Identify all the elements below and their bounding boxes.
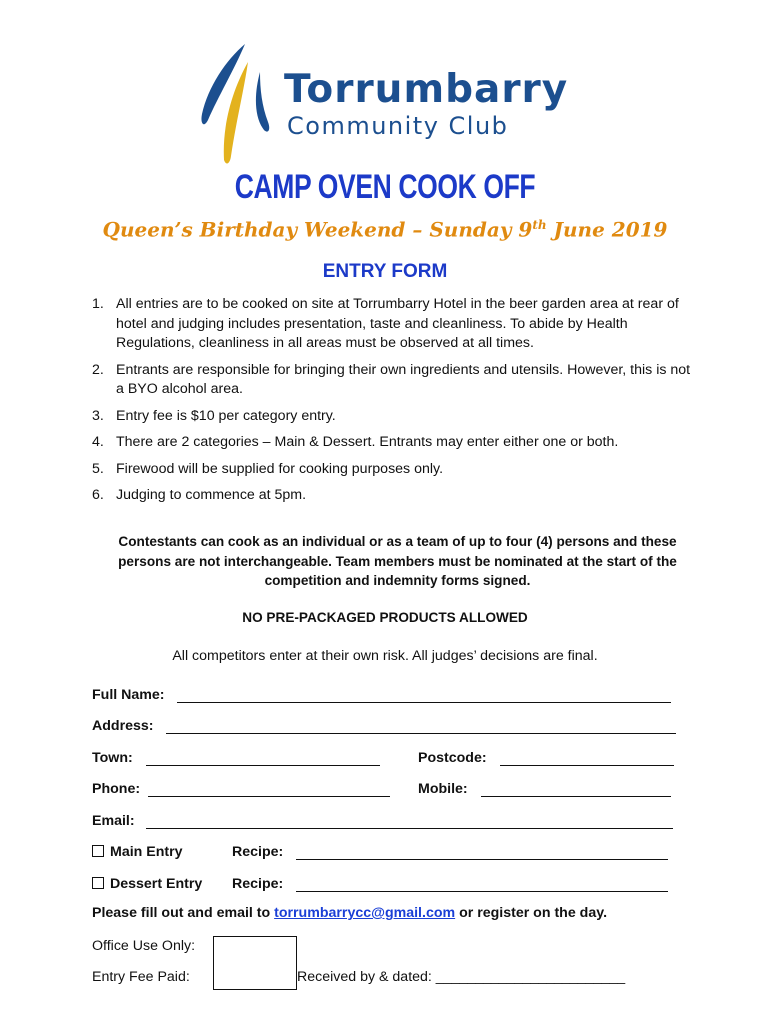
risk-note: All competitors enter at their own risk. All judges’ decisions are final. [172,648,598,664]
mobile-label: Mobile: [418,781,468,797]
postcode-field[interactable] [500,765,674,766]
main-entry-checkbox[interactable] [92,845,104,857]
logo-subtitle: Community Club [287,112,509,140]
logo-title: Torrumbarry [284,67,569,112]
form-heading: ENTRY FORM [322,261,448,282]
office-use-label: Office Use Only: [92,938,196,954]
event-date-subtitle: Queen’s Birthday Weekend – Sunday 9th June 2019 [102,217,668,242]
no-prepackaged-notice: NO PRE-PACKAGED PRODUCTS ALLOWED [242,610,528,625]
dessert-entry-option[interactable]: Dessert Entry [92,876,202,892]
rule-item: 4. There are 2 categories – Main & Dessert. Entrants may enter either one or both. [92,434,619,450]
entry-fee-box[interactable] [213,936,297,990]
rule-item: 1. All entries are to be cooked on site at Torrumbarry Hotel in the beer garden area at rear of hotel and judging includes presentation, taste and cleanliness. To abide by Health Regulations, cleanliness in all areas must be observed at all times. [92,296,679,351]
club-logo-leaves [196,42,286,167]
full-name-field[interactable] [177,702,671,703]
mobile-field[interactable] [481,796,671,797]
dessert-recipe-label: Recipe: [232,876,284,892]
rule-item: 6. Judging to commence at 5pm. [92,487,307,503]
dessert-entry-checkbox[interactable] [92,877,104,889]
rule-item: 2. Entrants are responsible for bringing their own ingredients and utensils. However, this is not a BYO alcohol area. [92,361,691,397]
rule-item: 5. Firewood will be supplied for cooking purposes only. [92,460,444,477]
phone-field[interactable] [148,796,390,797]
contestants-note: Contestants can cook as an individual or as a team of up to four (4) persons and these persons are not interchangeable. Team members must be nominated at the start of the competition and indemnity forms signed. [118,534,677,588]
main-recipe-label: Recipe: [232,844,284,860]
phone-label: Phone: [92,781,141,797]
town-field[interactable] [146,765,380,766]
address-field[interactable] [166,733,676,734]
postcode-label: Postcode: [418,750,487,766]
entry-fee-paid-label: Entry Fee Paid: [92,969,190,985]
town-label: Town: [92,750,133,766]
page-title: CAMP OVEN COOK OFF [234,168,536,206]
blue-leaf-right-icon [256,72,269,132]
full-name-label: Full Name: [92,687,165,703]
address-label: Address: [92,718,154,734]
email-label: Email: [92,813,135,829]
dessert-recipe-field[interactable] [296,891,668,892]
main-recipe-field[interactable] [296,859,668,860]
rules-list [92,295,692,513]
rule-item: 3. Entry fee is $10 per category entry. [92,407,336,424]
email-field[interactable] [146,828,673,829]
submit-instructions: Please fill out and email to torrumbarrycc@gmail.com or register on the day. [92,905,608,921]
received-by-label: Received by & dated: ________________________ [297,969,626,985]
main-entry-option[interactable]: Main Entry [92,844,183,860]
email-link[interactable]: torrumbarrycc@gmail.com [274,905,456,921]
